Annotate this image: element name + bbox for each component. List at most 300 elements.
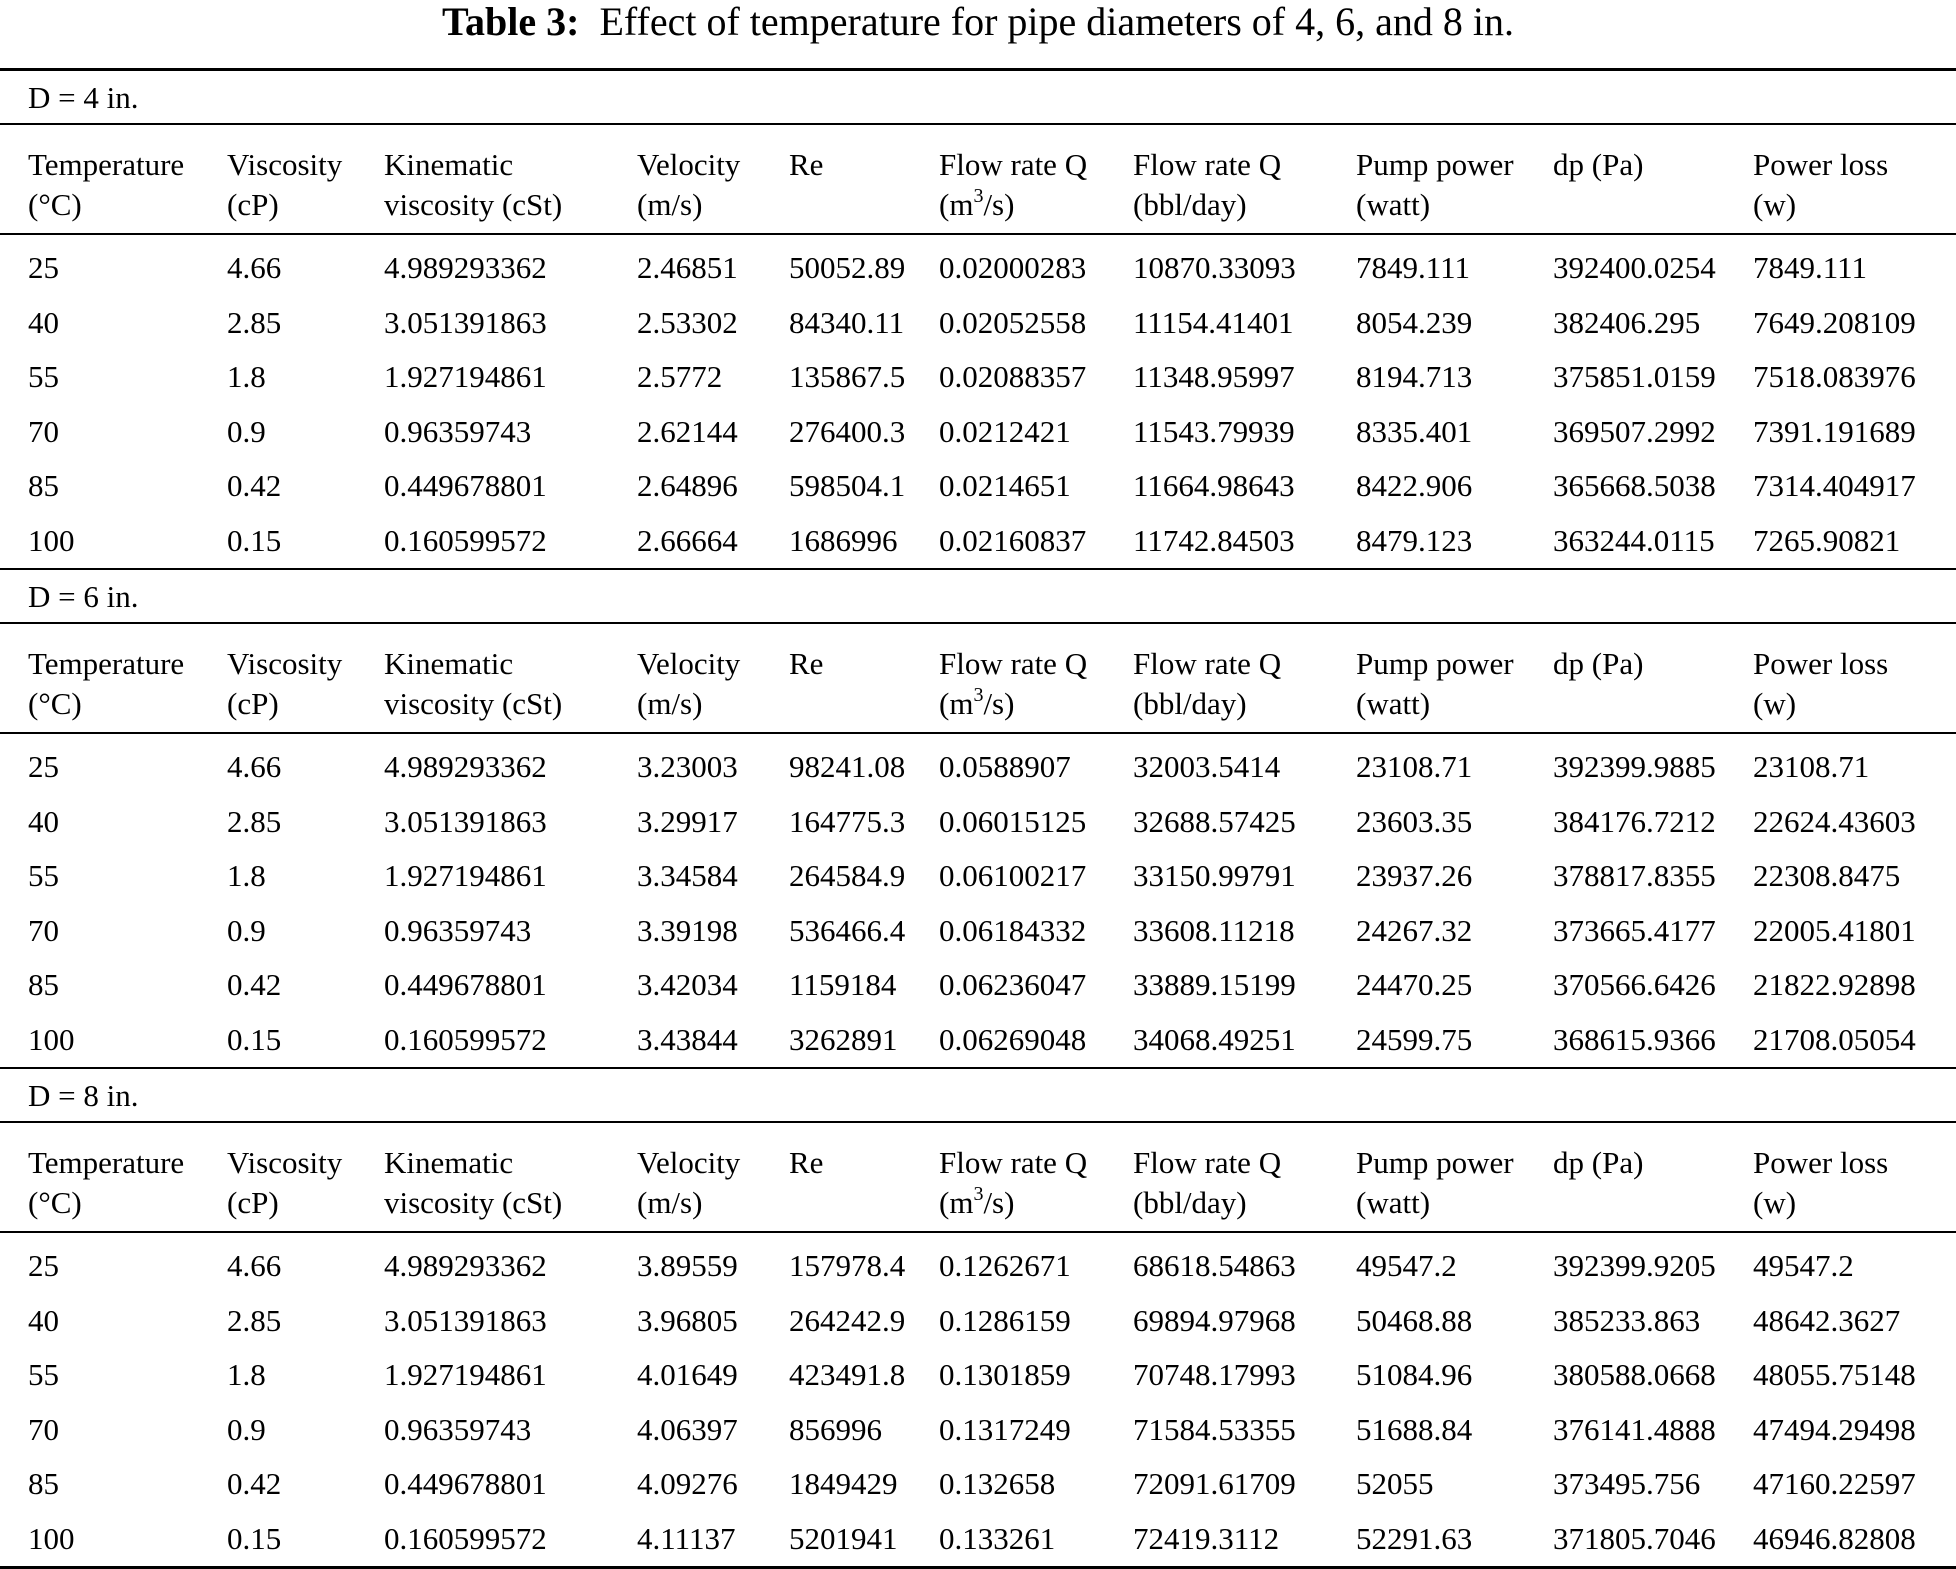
column-header xyxy=(1725,1122,1956,1232)
table-cell: 55 xyxy=(28,1357,59,1393)
table-cell: 375851.0159 xyxy=(1553,359,1716,395)
table-cell: 0.02088357 xyxy=(939,359,1087,395)
table-cell: 72091.61709 xyxy=(1133,1466,1296,1502)
table-cell: 2.53302 xyxy=(637,304,738,340)
column-header-line2 xyxy=(789,684,911,724)
table-cell: 50468.88 xyxy=(1356,1302,1473,1338)
table-cell: 49547.2 xyxy=(1753,1248,1854,1284)
column-header-line2: (cP) xyxy=(227,1185,279,1220)
table-cell: 0.06269048 xyxy=(939,1021,1087,1057)
column-header xyxy=(609,1122,761,1232)
column-header-line1: Kinematic xyxy=(384,147,514,182)
column-header-line1: Velocity xyxy=(637,646,741,681)
table-cell: 276400.3 xyxy=(789,413,906,449)
table-cell: 1.927194861 xyxy=(384,858,547,894)
table-cell: 0.0588907 xyxy=(939,749,1071,785)
table-cell: 4.66 xyxy=(227,1248,282,1284)
table-cell: 70 xyxy=(28,912,59,948)
table-row xyxy=(0,1403,1956,1458)
table-cell: 47160.22597 xyxy=(1753,1466,1916,1502)
table-row xyxy=(0,733,1956,795)
table-cell: 373495.756 xyxy=(1553,1466,1701,1502)
table-row xyxy=(0,795,1956,850)
results-table xyxy=(0,68,1956,1569)
column-header xyxy=(356,623,609,733)
table-cell: 46946.82808 xyxy=(1725,1512,1956,1568)
column-header-unit-pre: (m xyxy=(939,686,974,721)
table-row xyxy=(0,1348,1956,1403)
column-header xyxy=(911,124,1105,234)
table-cell: 598504.1 xyxy=(789,468,906,504)
column-header-line1: Viscosity xyxy=(227,1145,343,1180)
table-cell: 0.0212421 xyxy=(939,413,1071,449)
column-header xyxy=(761,124,911,234)
column-header-line2 xyxy=(939,684,1105,724)
column-header-line1: Power loss xyxy=(1753,1145,1889,1180)
table-cell: 373665.4177 xyxy=(1553,912,1716,948)
table-cell: 4.989293362 xyxy=(384,749,547,785)
section-label-cell xyxy=(0,70,1956,125)
table-cell: 4.06397 xyxy=(637,1411,738,1447)
column-header-line1: Flow rate Q xyxy=(939,1145,1088,1180)
table-cell: 11543.79939 xyxy=(1133,413,1295,449)
column-header-line2: (watt) xyxy=(1356,1185,1431,1220)
table-cell: 0.15 xyxy=(227,522,282,558)
column-header-line1: Velocity xyxy=(637,147,741,182)
column-header-line2: (°C) xyxy=(28,1185,82,1220)
column-header-unit-sup: 3 xyxy=(973,1182,984,1205)
table-cell: 98241.08 xyxy=(789,749,906,785)
column-header-line2: (bbl/day) xyxy=(1133,1185,1247,1220)
table-cell: 3.34584 xyxy=(637,858,738,894)
column-header-line2: viscosity (cSt) xyxy=(384,187,563,222)
column-header xyxy=(356,124,609,234)
table-cell: 0.02052558 xyxy=(939,304,1087,340)
column-header-line2: (m/s) xyxy=(637,686,703,721)
table-cell: 23108.71 xyxy=(1356,749,1473,785)
column-header xyxy=(1525,623,1725,733)
column-header xyxy=(1105,1122,1328,1232)
table-cell: 856996 xyxy=(789,1411,882,1447)
column-header xyxy=(199,124,356,234)
table-cell: 48642.3627 xyxy=(1753,1302,1901,1338)
table-cell: 0.9 xyxy=(227,912,266,948)
table-cell: 0.42 xyxy=(227,468,282,504)
table-row xyxy=(0,459,1956,514)
table-cell: 70 xyxy=(28,1411,59,1447)
column-header-line2: (watt) xyxy=(1356,187,1431,222)
table-cell: 51084.96 xyxy=(1356,1357,1473,1393)
column-header xyxy=(609,124,761,234)
table-row xyxy=(0,1013,1956,1069)
table-cell: 3.051391863 xyxy=(384,803,547,839)
column-header-line2 xyxy=(789,1183,911,1223)
column-header xyxy=(356,1122,609,1232)
table-cell: 0.160599572 xyxy=(384,522,547,558)
table-cell: 0.15 xyxy=(199,1512,356,1568)
column-header-line1: Viscosity xyxy=(227,646,343,681)
table-cell: 24267.32 xyxy=(1356,912,1473,948)
table-row xyxy=(0,234,1956,296)
table-cell: 382406.295 xyxy=(1553,304,1701,340)
table-cell: 5201941 xyxy=(761,1512,911,1568)
column-header xyxy=(1328,124,1525,234)
table-cell: 371805.7046 xyxy=(1525,1512,1725,1568)
column-header xyxy=(761,1122,911,1232)
table-cell: 68618.54863 xyxy=(1133,1248,1296,1284)
table-cell: 0.160599572 xyxy=(356,1512,609,1568)
table-cell: 4.989293362 xyxy=(384,250,547,286)
column-header xyxy=(609,623,761,733)
column-header-line2: (bbl/day) xyxy=(1133,686,1247,721)
column-header xyxy=(1328,1122,1525,1232)
table-cell: 0.1317249 xyxy=(939,1411,1071,1447)
table-cell: 1.8 xyxy=(227,858,266,894)
section-label: D = 4 in. xyxy=(28,80,139,115)
column-header-line1: dp (Pa) xyxy=(1553,147,1644,182)
table-cell: 1.8 xyxy=(227,1357,266,1393)
section-row xyxy=(0,1068,1956,1122)
table-cell: 22624.43603 xyxy=(1753,803,1916,839)
table-cell: 2.62144 xyxy=(637,413,738,449)
table-cell: 264584.9 xyxy=(789,858,906,894)
table-cell: 69894.97968 xyxy=(1133,1302,1296,1338)
table-cell: 0.96359743 xyxy=(384,1411,532,1447)
table-cell: 3.39198 xyxy=(637,912,738,948)
table-cell: 52055 xyxy=(1356,1466,1434,1502)
section-label-cell xyxy=(0,1068,1956,1122)
table-cell: 392399.9205 xyxy=(1553,1248,1716,1284)
table-cell: 365668.5038 xyxy=(1553,468,1716,504)
column-header-line2 xyxy=(1553,1183,1725,1223)
table-row xyxy=(0,1512,1956,1568)
table-cell: 23108.71 xyxy=(1753,749,1870,785)
column-header-row xyxy=(0,623,1956,733)
table-cell: 85 xyxy=(28,1466,59,1502)
table-cell: 1849429 xyxy=(789,1466,898,1502)
column-header-line2: (°C) xyxy=(28,686,82,721)
table-cell: 0.1262671 xyxy=(939,1248,1071,1284)
column-header-row xyxy=(0,1122,1956,1232)
column-header-unit-post: /s) xyxy=(983,1185,1015,1220)
column-header-line1: Temperature xyxy=(28,147,185,182)
table-cell: 3.23003 xyxy=(637,749,738,785)
column-header xyxy=(0,1122,199,1232)
table-row xyxy=(0,849,1956,904)
table-cell: 25 xyxy=(28,1248,59,1284)
column-header-unit-pre: (m xyxy=(939,187,974,222)
table-cell: 2.64896 xyxy=(637,468,738,504)
table-cell: 55 xyxy=(28,858,59,894)
table-cell: 7849.111 xyxy=(1356,250,1470,286)
table-cell: 0.06100217 xyxy=(939,858,1087,894)
table-cell: 3.051391863 xyxy=(384,1302,547,1338)
table-cell: 536466.4 xyxy=(789,912,906,948)
column-header-line1: Temperature xyxy=(28,1145,185,1180)
table-cell: 40 xyxy=(28,304,59,340)
table-cell: 135867.5 xyxy=(789,359,906,395)
column-header-line1: Power loss xyxy=(1753,646,1889,681)
table-cell: 0.449678801 xyxy=(384,967,547,1003)
table-cell: 11154.41401 xyxy=(1133,304,1294,340)
table-cell: 2.85 xyxy=(227,803,282,839)
column-header-line2: (bbl/day) xyxy=(1133,187,1247,222)
column-header-line1: Pump power xyxy=(1356,646,1514,681)
column-header-line1: Viscosity xyxy=(227,147,343,182)
table-cell: 164775.3 xyxy=(789,803,906,839)
table-cell: 378817.8355 xyxy=(1553,858,1716,894)
table-cell: 11348.95997 xyxy=(1133,359,1295,395)
table-cell: 11742.84503 xyxy=(1133,522,1295,558)
table-cell: 25 xyxy=(28,749,59,785)
column-header xyxy=(1328,623,1525,733)
section-label: D = 6 in. xyxy=(28,579,139,614)
table-cell: 4.66 xyxy=(227,250,282,286)
column-header-line1: Flow rate Q xyxy=(1133,1145,1282,1180)
section-row xyxy=(0,569,1956,623)
column-header-line2: (watt) xyxy=(1356,686,1431,721)
table-cell: 7314.404917 xyxy=(1753,468,1916,504)
column-header-line1: Kinematic xyxy=(384,1145,514,1180)
table-cell: 0.96359743 xyxy=(384,413,532,449)
table-cell: 0.133261 xyxy=(911,1512,1105,1568)
column-header xyxy=(1105,623,1328,733)
table-cell: 392400.0254 xyxy=(1553,250,1716,286)
table-row xyxy=(0,350,1956,405)
table-caption-label: Table 3: xyxy=(442,0,580,44)
column-header-line2 xyxy=(1553,684,1725,724)
table-cell: 8194.713 xyxy=(1356,359,1473,395)
table-cell: 21822.92898 xyxy=(1753,967,1916,1003)
table-cell: 33889.15199 xyxy=(1133,967,1296,1003)
column-header-line2: viscosity (cSt) xyxy=(384,1185,563,1220)
table-row xyxy=(0,958,1956,1013)
column-header-line1: Pump power xyxy=(1356,1145,1514,1180)
column-header xyxy=(911,1122,1105,1232)
column-header xyxy=(199,623,356,733)
table-cell: 2.46851 xyxy=(637,250,738,286)
table-cell: 4.989293362 xyxy=(384,1248,547,1284)
table-cell: 0.0214651 xyxy=(939,468,1071,504)
table-cell: 52291.63 xyxy=(1328,1512,1525,1568)
table-cell: 3.051391863 xyxy=(384,304,547,340)
table-cell: 423491.8 xyxy=(789,1357,906,1393)
column-header-line1: Pump power xyxy=(1356,147,1514,182)
table-cell: 23603.35 xyxy=(1356,803,1473,839)
table-cell: 3262891 xyxy=(789,1021,898,1057)
table-cell: 0.96359743 xyxy=(384,912,532,948)
table-cell: 71584.53355 xyxy=(1133,1411,1296,1447)
column-header-unit-post: /s) xyxy=(983,686,1015,721)
table-cell: 55 xyxy=(28,359,59,395)
table-row xyxy=(0,405,1956,460)
column-header-line1: Flow rate Q xyxy=(939,147,1088,182)
table-cell: 2.66664 xyxy=(637,522,738,558)
column-header-line2: (w) xyxy=(1753,686,1797,721)
table-cell: 384176.7212 xyxy=(1553,803,1716,839)
column-header-line2: (cP) xyxy=(227,187,279,222)
table-cell: 0.1286159 xyxy=(939,1302,1071,1338)
table-cell: 47494.29498 xyxy=(1753,1411,1916,1447)
table-cell: 7265.90821 xyxy=(1753,522,1901,558)
table-cell: 392399.9885 xyxy=(1553,749,1716,785)
column-header xyxy=(199,1122,356,1232)
table-cell: 32003.5414 xyxy=(1133,749,1281,785)
table-cell: 0.9 xyxy=(227,413,266,449)
table-cell: 84340.11 xyxy=(789,304,905,340)
table-cell: 23937.26 xyxy=(1356,858,1473,894)
column-header xyxy=(1725,124,1956,234)
table-cell: 0.449678801 xyxy=(384,1466,547,1502)
column-header xyxy=(1105,124,1328,234)
table-cell: 11664.98643 xyxy=(1133,468,1295,504)
column-header-line1: Flow rate Q xyxy=(939,646,1088,681)
column-header-unit-post: /s) xyxy=(983,187,1015,222)
table-cell: 40 xyxy=(28,1302,59,1338)
table-row xyxy=(0,1232,1956,1294)
column-header xyxy=(1525,1122,1725,1232)
column-header-line2: (m/s) xyxy=(637,1185,703,1220)
table-cell: 0.160599572 xyxy=(384,1021,547,1057)
table-cell: 7391.191689 xyxy=(1753,413,1916,449)
table-caption xyxy=(0,0,1956,46)
table-cell: 70748.17993 xyxy=(1133,1357,1296,1393)
column-header-line1: Flow rate Q xyxy=(1133,646,1282,681)
table-cell: 0.132658 xyxy=(939,1466,1056,1502)
table-cell: 4.01649 xyxy=(637,1357,738,1393)
column-header-line1: Flow rate Q xyxy=(1133,147,1282,182)
table-cell: 48055.75148 xyxy=(1753,1357,1916,1393)
table-cell: 49547.2 xyxy=(1356,1248,1457,1284)
table-cell: 8054.239 xyxy=(1356,304,1473,340)
table-cell: 8479.123 xyxy=(1356,522,1473,558)
column-header-unit-sup: 3 xyxy=(973,184,984,207)
table-cell: 3.96805 xyxy=(637,1302,738,1338)
table-cell: 40 xyxy=(28,803,59,839)
table-cell: 1159184 xyxy=(789,967,897,1003)
table-cell: 22308.8475 xyxy=(1753,858,1901,894)
table-cell: 0.06184332 xyxy=(939,912,1087,948)
column-header-line2: (cP) xyxy=(227,686,279,721)
table-cell: 363244.0115 xyxy=(1553,522,1715,558)
column-header xyxy=(0,124,199,234)
column-header xyxy=(0,623,199,733)
column-header-row xyxy=(0,124,1956,234)
table-cell: 1.927194861 xyxy=(384,359,547,395)
table-cell: 7849.111 xyxy=(1753,250,1867,286)
table-cell: 376141.4888 xyxy=(1553,1411,1716,1447)
column-header-line2: (w) xyxy=(1753,187,1797,222)
table-cell: 100 xyxy=(28,1021,75,1057)
table-cell: 8422.906 xyxy=(1356,468,1473,504)
column-header xyxy=(911,623,1105,733)
table-cell: 7518.083976 xyxy=(1753,359,1916,395)
table-cell: 4.66 xyxy=(227,749,282,785)
table-cell: 157978.4 xyxy=(789,1248,906,1284)
column-header-unit-sup: 3 xyxy=(973,683,984,706)
table-cell: 100 xyxy=(0,1512,199,1568)
table-cell: 264242.9 xyxy=(789,1302,906,1338)
table-cell: 33150.99791 xyxy=(1133,858,1296,894)
table-cell: 0.9 xyxy=(227,1411,266,1447)
table-cell: 33608.11218 xyxy=(1133,912,1295,948)
table-cell: 1.8 xyxy=(227,359,266,395)
table-cell: 72419.3112 xyxy=(1105,1512,1328,1568)
column-header-line2 xyxy=(1553,185,1725,225)
column-header-line2: (°C) xyxy=(28,187,82,222)
table-row xyxy=(0,514,1956,570)
table-row xyxy=(0,296,1956,351)
table-cell: 0.06015125 xyxy=(939,803,1087,839)
table-cell: 385233.863 xyxy=(1553,1302,1701,1338)
column-header-line1: Re xyxy=(789,1145,824,1180)
table-cell: 50052.89 xyxy=(789,250,906,286)
column-header xyxy=(1725,623,1956,733)
column-header-line1: Re xyxy=(789,147,824,182)
column-header-line1: Power loss xyxy=(1753,147,1889,182)
table-caption-text: Effect of temperature for pipe diameters of 4, 6, and 8 in. xyxy=(599,0,1514,44)
column-header-line1: dp (Pa) xyxy=(1553,1145,1644,1180)
table-cell: 0.02000283 xyxy=(939,250,1087,286)
column-header-line2 xyxy=(939,1183,1105,1223)
table-row xyxy=(0,1457,1956,1512)
table-cell: 0.15 xyxy=(227,1021,282,1057)
table-cell: 51688.84 xyxy=(1356,1411,1473,1447)
section-label: D = 8 in. xyxy=(28,1078,139,1113)
table-cell: 0.06236047 xyxy=(939,967,1087,1003)
column-header-unit-pre: (m xyxy=(939,1185,974,1220)
table-cell: 0.42 xyxy=(227,1466,282,1502)
table-cell: 85 xyxy=(28,967,59,1003)
column-header-line1: Kinematic xyxy=(384,646,514,681)
section-label-cell xyxy=(0,569,1956,623)
table-cell: 25 xyxy=(28,250,59,286)
column-header xyxy=(761,623,911,733)
table-cell: 0.449678801 xyxy=(384,468,547,504)
section-row xyxy=(0,70,1956,125)
column-header-line1: Temperature xyxy=(28,646,185,681)
table-cell: 7649.208109 xyxy=(1753,304,1916,340)
table-cell: 24599.75 xyxy=(1356,1021,1473,1057)
table-cell: 2.85 xyxy=(227,1302,282,1338)
table-row xyxy=(0,1294,1956,1349)
column-header-line1: dp (Pa) xyxy=(1553,646,1644,681)
table-cell: 24470.25 xyxy=(1356,967,1473,1003)
column-header-line2: (w) xyxy=(1753,1185,1797,1220)
table-cell: 3.42034 xyxy=(637,967,738,1003)
table-cell: 32688.57425 xyxy=(1133,803,1296,839)
column-header-line2: (m/s) xyxy=(637,187,703,222)
table-cell: 3.89559 xyxy=(637,1248,738,1284)
column-header-line2: viscosity (cSt) xyxy=(384,686,563,721)
table-cell: 0.02160837 xyxy=(939,522,1087,558)
table-cell: 10870.33093 xyxy=(1133,250,1296,286)
table-cell: 4.09276 xyxy=(637,1466,738,1502)
table-cell: 4.11137 xyxy=(609,1512,761,1568)
column-header-line1: Re xyxy=(789,646,824,681)
table-cell: 3.43844 xyxy=(637,1021,738,1057)
table-cell: 100 xyxy=(28,522,75,558)
column-header-line2 xyxy=(789,185,911,225)
table-cell: 1686996 xyxy=(789,522,898,558)
table-cell: 0.42 xyxy=(227,967,282,1003)
table-cell: 369507.2992 xyxy=(1553,413,1716,449)
table-cell: 380588.0668 xyxy=(1553,1357,1716,1393)
table-cell: 70 xyxy=(28,413,59,449)
table-cell: 368615.9366 xyxy=(1553,1021,1716,1057)
column-header-line2 xyxy=(939,185,1105,225)
column-header xyxy=(1525,124,1725,234)
